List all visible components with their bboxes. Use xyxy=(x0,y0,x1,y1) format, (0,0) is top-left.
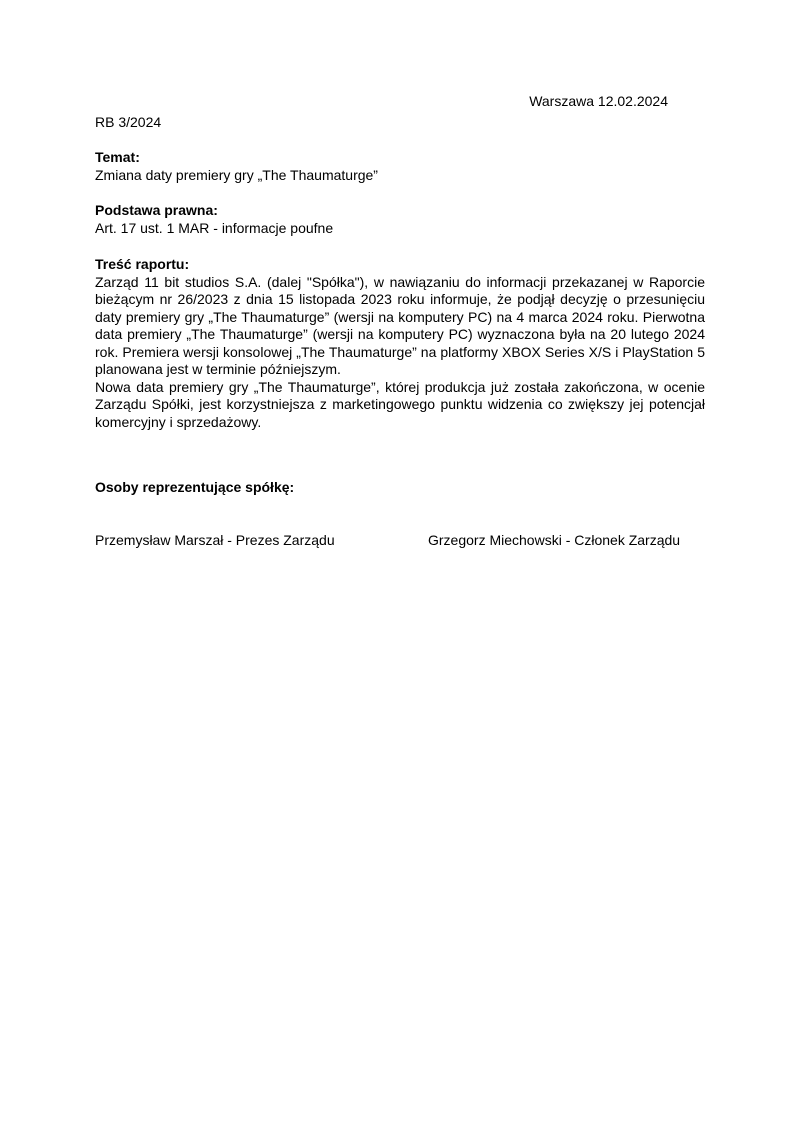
podstawa-prawna-content: Art. 17 ust. 1 MAR - informacje poufne xyxy=(95,219,334,236)
report-number: RB 3/2024 xyxy=(95,113,162,130)
tresc-raportu-label: Treść raportu: xyxy=(95,256,190,272)
section-tresc-raportu xyxy=(95,256,705,431)
signature-person-right: Grzegorz Miechowski - Członek Zarządu xyxy=(428,531,681,548)
temat-label: Temat: xyxy=(95,149,140,165)
section-temat xyxy=(95,149,705,184)
podstawa-prawna-label: Podstawa prawna: xyxy=(95,202,218,218)
signature-row xyxy=(95,532,705,550)
section-podstawa-prawna xyxy=(95,202,705,237)
temat-content: Zmiana daty premiery gry „The Thaumaturge” xyxy=(95,166,378,183)
signatures-label: Osoby reprezentujące spółkę: xyxy=(95,479,295,495)
signature-person-left: Przemysław Marszał - Prezes Zarządu xyxy=(95,531,335,548)
place-date: Warszawa 12.02.2024 xyxy=(529,93,668,109)
tresc-paragraph-2: Nowa data premiery gry „The Thaumaturge”, której produkcja już została zakończona, w ocenie Zarządu Spółki, jest korzystniejsza z marketingowego punktu widzenia co zwiększy jej potencjał komercyjny i sprzedażowy. xyxy=(95,378,705,430)
signatures-section xyxy=(95,479,705,549)
tresc-paragraph-1: Zarząd 11 bit studios S.A. (dalej "Spółka"), w nawiązaniu do informacji przekazanej w Raporcie bieżącym nr 26/2023 z dnia 15 listopada 2023 roku informuje, że podjął decyzję o przesunięciu daty premiery gry „The Thaumaturge” (wersji na komputery PC) na 4 marca 2024 roku. Pierwotna data premiery „The Thaumaturge” (wersji na komputery PC) wyznaczona była na 20 lutego 2024 rok. Premiera wersji konsolowej „The Thaumaturge” na platformy XBOX Series X/S i PlayStation 5 planowana jest w terminie późniejszym. xyxy=(95,273,705,377)
